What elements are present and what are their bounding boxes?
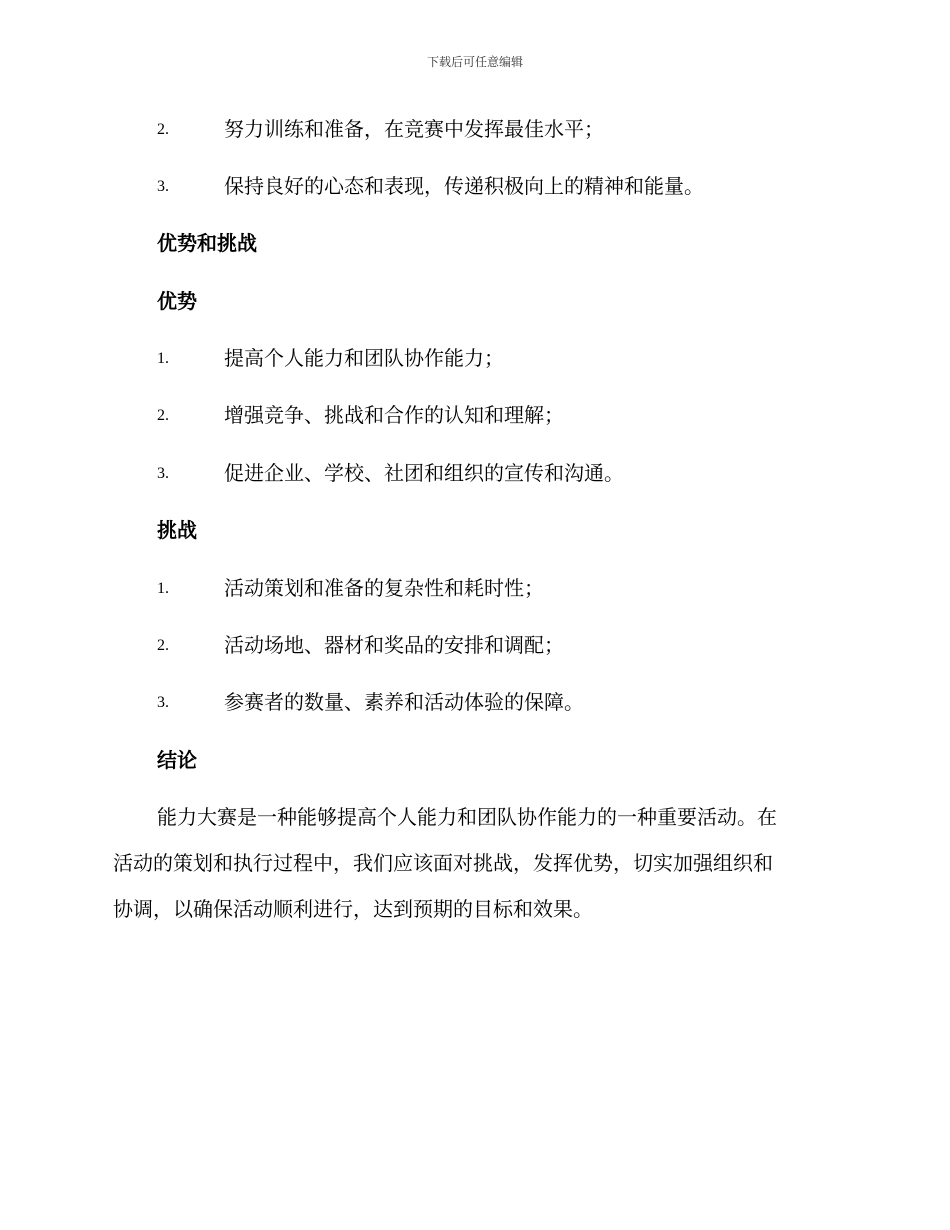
page-header: 下载后可任意编辑	[426, 55, 523, 69]
list-item-number: 1.	[157, 580, 169, 597]
list-item-number: 1.	[157, 350, 169, 367]
paragraph-line: 协调，以确保活动顺利进行，达到预期的目标和效果。	[113, 897, 593, 921]
conclusion-heading: 结论	[157, 748, 197, 772]
list-item-text: 提高个人能力和团队协作能力；	[224, 346, 504, 370]
list-item-text: 增强竞争、挑战和合作的认知和理解；	[224, 403, 564, 427]
list-item	[0, 687, 950, 717]
challenges-heading: 挑战	[157, 518, 197, 542]
list-item	[0, 171, 950, 201]
list-item-number: 2.	[157, 637, 169, 654]
list-item	[0, 343, 950, 373]
paragraph-line: 活动的策划和执行过程中，我们应该面对挑战，发挥优势，切实加强组织和	[113, 851, 773, 875]
list-item-text: 保持良好的心态和表现，传递积极向上的精神和能量。	[224, 174, 704, 198]
section-heading: 优势和挑战	[157, 231, 257, 255]
list-item	[0, 458, 950, 488]
list-item-text: 努力训练和准备，在竞赛中发挥最佳水平；	[224, 117, 604, 141]
list-item-text: 活动策划和准备的复杂性和耗时性；	[224, 576, 544, 600]
advantages-heading: 优势	[157, 289, 197, 313]
list-item-number: 2.	[157, 407, 169, 424]
conclusion-paragraph	[113, 794, 833, 932]
list-item-number: 3.	[157, 178, 169, 195]
list-item	[0, 400, 950, 430]
list-item-number: 3.	[157, 694, 169, 711]
list-item	[0, 573, 950, 603]
list-item-text: 活动场地、器材和奖品的安排和调配；	[224, 633, 564, 657]
list-item	[0, 630, 950, 660]
list-item-text: 参赛者的数量、素养和活动体验的保障。	[224, 690, 584, 714]
list-item-text: 促进企业、学校、社团和组织的宣传和沟通。	[224, 461, 624, 485]
list-item-number: 3.	[157, 465, 169, 482]
list-item	[0, 114, 950, 144]
list-item-number: 2.	[157, 121, 169, 138]
paragraph-line: 能力大赛是一种能够提高个人能力和团队协作能力的一种重要活动。在	[157, 805, 777, 829]
